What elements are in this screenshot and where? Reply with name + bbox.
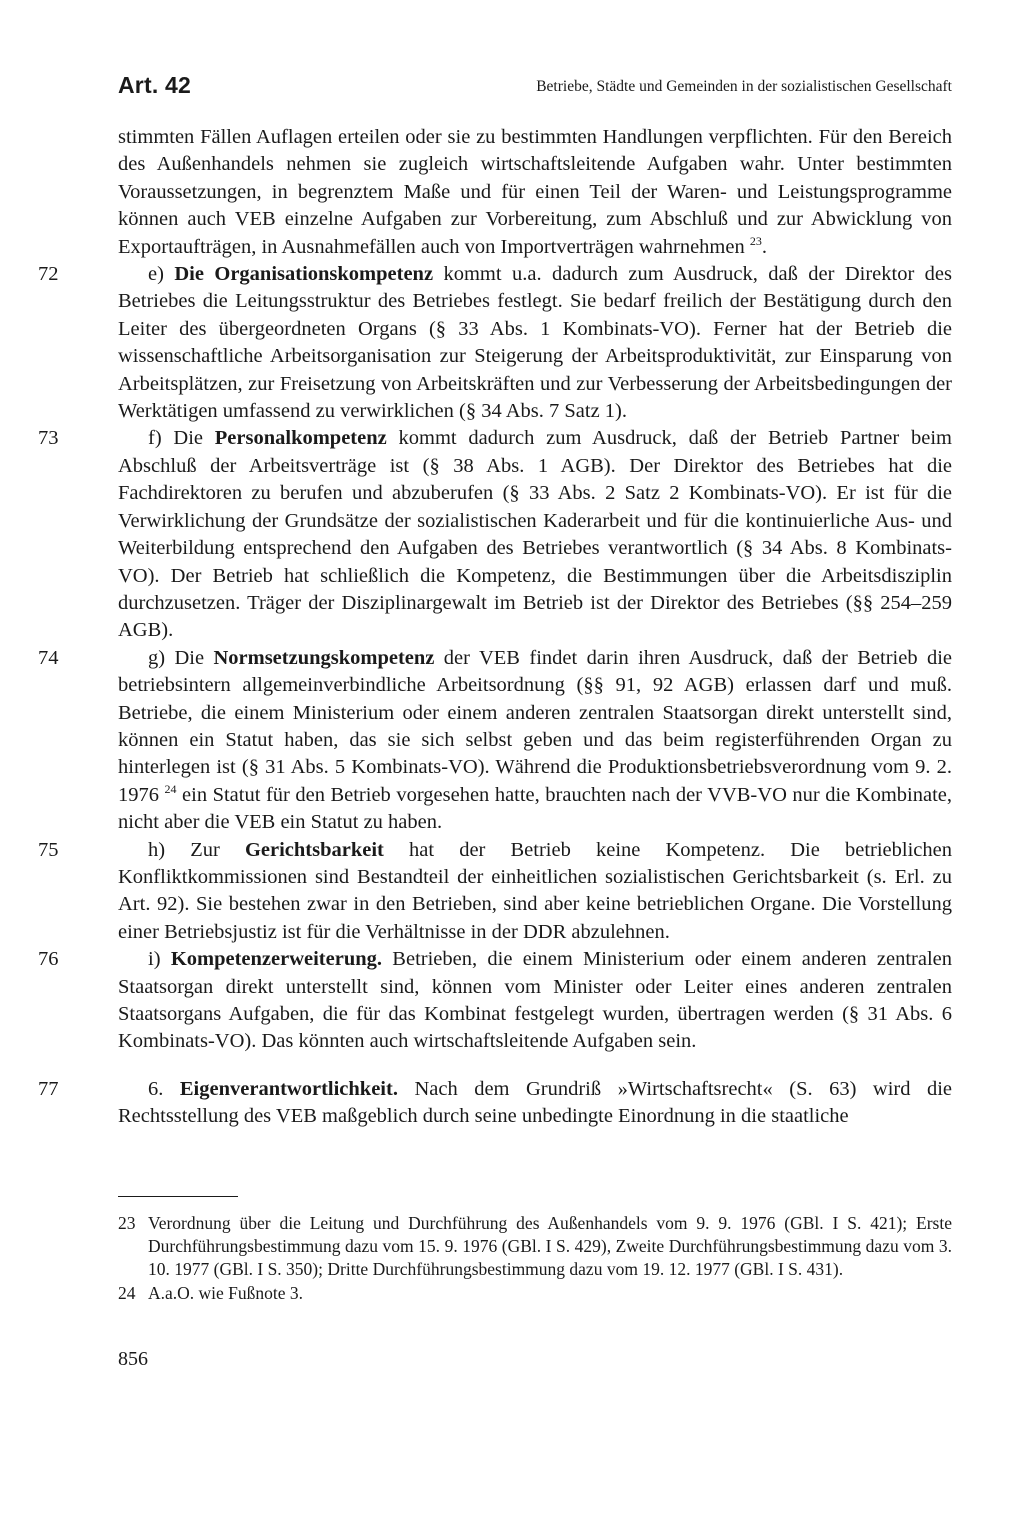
footnotes — [118, 1212, 952, 1307]
margin-number: 75 — [38, 838, 59, 861]
running-title: Betriebe, Städte und Gemeinden in der sozialistischen Gesellschaft — [536, 78, 952, 95]
paragraph-heading: Normsetzungskompetenz — [213, 646, 435, 669]
article-label: Art. 42 — [118, 72, 191, 98]
paragraph-72: 72 e) Die Organisationskompetenz kommt u.a. dadurch zum Ausdruck, daß der Direktor des Betriebes die Leitungsstruktur des Betriebes festlegt. Sie bedarf freilich der Bestätigung durch den Leiter des übergeordneten Organs (§ 33 Abs. 1 Kombinats-VO). Ferner hat der Betrieb die wissenschaftliche Arbeitsorganisation zur Steigerung der Arbeitsproduktivität, zur Einsparung von Arbeitsplätzen, zur Freisetzung von Arbeitskräften und zur Verbesserung der Arbeitsbedingungen der Werktätigen umfassend zu verwirklichen (§ 34 Abs. 7 Satz 1). — [38, 263, 953, 423]
paragraph-heading: Personalkompetenz — [214, 427, 387, 450]
paragraph-75: 75 h) Zur Gerichtsbarkeit hat der Betrieb keine Kompetenz. Die betrieblichen Konfliktkommissionen sind Bestandteil der einheitlichen sozialistischen Gerichtsbarkeit (s. Erl. zu Art. 92). Sie bestehen zwar in den Betrieben, sind aber keine betrieblichen Organe. Die Vorstellung einer Betriebsjustiz ist für die Verhältnisse in der DDR abzulehnen. — [38, 838, 952, 943]
paragraph-text: Nach dem Grundriß »Wirtschaftsrecht« (S. 63) wird die Rechtsstellung des VEB maßgeblich durch seine unbedingte Einordnung in die staatliche — [118, 1077, 953, 1128]
paragraph-74: 74 g) Die Normsetzungskompetenz der VEB findet darin ihren Ausdruck, daß der Betrieb die betriebsintern allgemeinverbindliche Arbeitsordnung (§§ 91, 92 AGB) erlassen darf und muß. Betriebe, die einem Ministerium oder einem anderen zentralen Staatsorgan direkt unterstellt sind, können ein Statut haben, das sie sich selbst geben und das beim registerführenden Organ zu hinterlegen ist (§ 31 Abs. 5 Kombinats-VO). Während die Produktionsbetriebsverordnung vom 9. 2. 1976 $^{24}$ ein Statut für den Betrieb vorgesehen hatte, brauchten nach der VVB-VO nur die Kombinate, nicht aber die VEB ein Statut zu haben. — [38, 646, 952, 834]
paragraph-heading: Eigenverantwortlichkeit. — [179, 1077, 398, 1100]
paragraph-text: kommt u.a. dadurch zum Ausdruck, daß der Direktor des Betriebes die Leitungsstruktur des Betriebes festlegt. Sie bedarf freilich der Bestätigung durch den Leiter des übergeordneten Organs (§ 33 Abs. 1 Kombinats-VO). Ferner hat der Betrieb die wissenschaftliche Arbeitsorganisation zur Steigerung der Arbeitsproduktivität, zur Einsparung von Arbeitsplätzen, zur Freisetzung von Arbeitskräften und zur Verbesserung der Arbeitsbedingungen der Werktätigen umfassend zu verwirklichen (§ 34 Abs. 7 Satz 1). — [118, 263, 953, 423]
paragraph-text: hat der Betrieb keine Kompetenz. Die betrieblichen Konfliktkommissionen sind Bestandteil der einheitlichen sozialistischen Gerichtsbarkeit (s. Erl. zu Art. 92). Sie bestehen zwar in den Betrieben, sind aber keine betrieblichen Organe. Die Vorstellung einer Betriebsjustiz ist für die Verhältnisse in der DDR abzulehnen. — [118, 838, 952, 943]
page-header — [118, 72, 952, 112]
footnote-ref-23[interactable]: 23 — [749, 233, 762, 248]
footnote-ref-24[interactable]: 24 — [164, 781, 177, 796]
paragraph-heading: Die Organisationskompetenz — [174, 263, 434, 286]
paragraph-76: 76 i) Kompetenzerweiterung. Betrieben, die einem Ministerium oder einem anderen zentralen Staatsorgan direkt unterstellt sind, können vom Minister oder Leiter eines anderen zentralen Staatsorgans Aufgaben, die für das Kombinat festgelegt wurden, übertragen werden (§ 31 Abs. 6 Kombinats-VO). Das könnten auch wirtschaftsleitende Aufgaben sein. — [38, 948, 953, 1053]
paragraph-73: 73 f) Die Personalkompetenz kommt dadurch zum Ausdruck, daß der Betrieb Partner beim Abschluß der Arbeitsverträge ist (§ 38 Abs. 1 AGB). Der Direktor des Betriebes hat die Fachdirektoren zu berufen und abzuberufen (§ 33 Abs. 2 Satz 2 Kombinats-VO). Er ist für die Verwirklichung der Grundsätze der sozialistischen Kaderarbeit und für die kontinuierliche Aus- und Weiterbildung entsprechend den Aufgaben des Betriebes verantwortlich (§ 34 Abs. 8 Kombinats-VO). Der Betrieb hat schließlich die Kompetenz, die Bestimmungen über die Arbeitsdisziplin durchzusetzen. Träger der Disziplinargewalt im Betrieb ist der Direktor des Betriebes (§§ 254–259 AGB). — [38, 427, 952, 642]
paragraph-text: kommt dadurch zum Ausdruck, daß der Betrieb Partner beim Abschluß der Arbeitsverträge ist (§ 38 Abs. 1 AGB). Der Direktor des Betriebes hat die Fachdirektoren zu berufen und abzuberufen (§ 33 Abs. 2 Satz 2 Kombinats-VO). Er ist für die Verwirklichung der Grundsätze der sozialistischen Kaderarbeit und für die kontinuierliche Aus- und Weiterbildung entsprechend den Aufgaben des Betriebes verantwortlich (§ 34 Abs. 8 Kombinats-VO). Der Betrieb hat schließlich die Kompetenz, die Bestimmungen über die Arbeitsdisziplin durchzusetzen. Träger der Disziplinargewalt im Betrieb ist der Direktor des Betriebes (§§ 254–259 AGB). — [118, 427, 952, 642]
main-text — [38, 124, 953, 1131]
margin-number: 76 — [38, 948, 59, 971]
footnote-24 — [118, 1282, 952, 1305]
footnote-number: 24 — [118, 1283, 136, 1304]
margin-number: 77 — [38, 1077, 59, 1100]
footnote-separator — [118, 1196, 238, 1197]
paragraph-text: Betrieben, die einem Ministerium oder einem anderen zentralen Staatsorgan direkt unterstellt sind, können vom Minister oder Leiter eines anderen zentralen Staatsorgans Aufgaben, die für das Kombinat festgelegt wurden, übertragen werden (§ 31 Abs. 6 Kombinats-VO). Das könnten auch wirtschaftsleitende Aufgaben sein. — [118, 948, 953, 1053]
paragraph-text-continued: ein Statut für den Betrieb vorgesehen hatte, brauchten nach der VVB-VO nur die Kombinate, nicht aber die VEB ein Statut zu haben. — [118, 783, 952, 834]
continuation-text: stimmten Fällen Auflagen erteilen oder sie zu bestimmten Handlungen verpflichten. Für den Bereich des Außenhandels nehmen sie zugleich wirtschaftsleitende Aufgaben wahr. Unter bestimmten Voraussetzungen, in begrenztem Maße und für einen Teil der Waren- und Leistungsprogramme können auch VEB einzelne Aufgaben zur Vorbereitung, zum Abschluß und zur Abwicklung von Exportaufträgen, in Ausnahmefällen auch von Importverträgen wahrnehmen — [118, 126, 952, 258]
footnote-text: A.a.O. wie Fußnote 3. — [148, 1283, 304, 1304]
footnote-text: Verordnung über die Leitung und Durchführung des Außenhandels vom 9. 9. 1976 (GBl. I S. 421); Erste Durchführungsbestimmung dazu vom 15. 9. 1976 (GBl. I S. 429), Zweite Durchführungsbestimmung dazu vom 3. 10. 1977 (GBl. I S. 350); Dritte Durchführungsbestimmung dazu vom 19. 12. 1977 (GBl. I S. 431). — [148, 1213, 952, 1279]
footnote-23 — [118, 1212, 952, 1280]
section-gap — [118, 1056, 952, 1076]
margin-number: 72 — [38, 263, 59, 286]
continuation-paragraph: stimmten Fällen Auflagen erteilen oder sie zu bestimmten Handlungen verpflichten. Für den Bereich des Außenhandels nehmen sie zugleich wirtschaftsleitende Aufgaben wahr. Unter bestimmten Voraussetzungen, in begrenztem Maße und für einen Teil der Waren- und Leistungsprogramme können auch VEB einzelne Aufgaben zur Vorbereitung, zum Abschluß und zur Abwicklung von Exportaufträgen, in Ausnahmefällen auch von Importverträgen wahrnehmen $^{23}$. — [118, 126, 952, 258]
paragraph-77: 77 6. Eigenverantwortlichkeit. Nach dem Grundriß »Wirtschaftsrecht« (S. 63) wird die Rechtsstellung des VEB maßgeblich durch seine unbedingte Einordnung in die staatliche — [38, 1077, 953, 1128]
margin-number: 73 — [38, 427, 59, 450]
margin-number: 74 — [38, 646, 59, 669]
page-number: 856 — [118, 1348, 148, 1370]
paragraph-heading: Gerichtsbarkeit — [244, 838, 384, 861]
paragraph-heading: Kompetenzerweiterung. — [170, 948, 383, 971]
paragraph-text: der VEB findet darin ihren Ausdruck, daß der Betrieb die betriebsintern allgemeinverbindliche Arbeitsordnung (§§ 91, 92 AGB) erlassen darf und muß. Betriebe, die einem Ministerium oder einem anderen zentralen Staatsorgan direkt unterstellt sind, können ein Statut haben, das sie sich selbst geben und das beim registerführenden Organ zu hinterlegen ist (§ 31 Abs. 5 Kombinats-VO). Während die Produktionsbetriebsverordnung vom 9. 2. 1976 — [118, 646, 952, 806]
footnote-number: 23 — [118, 1213, 136, 1233]
